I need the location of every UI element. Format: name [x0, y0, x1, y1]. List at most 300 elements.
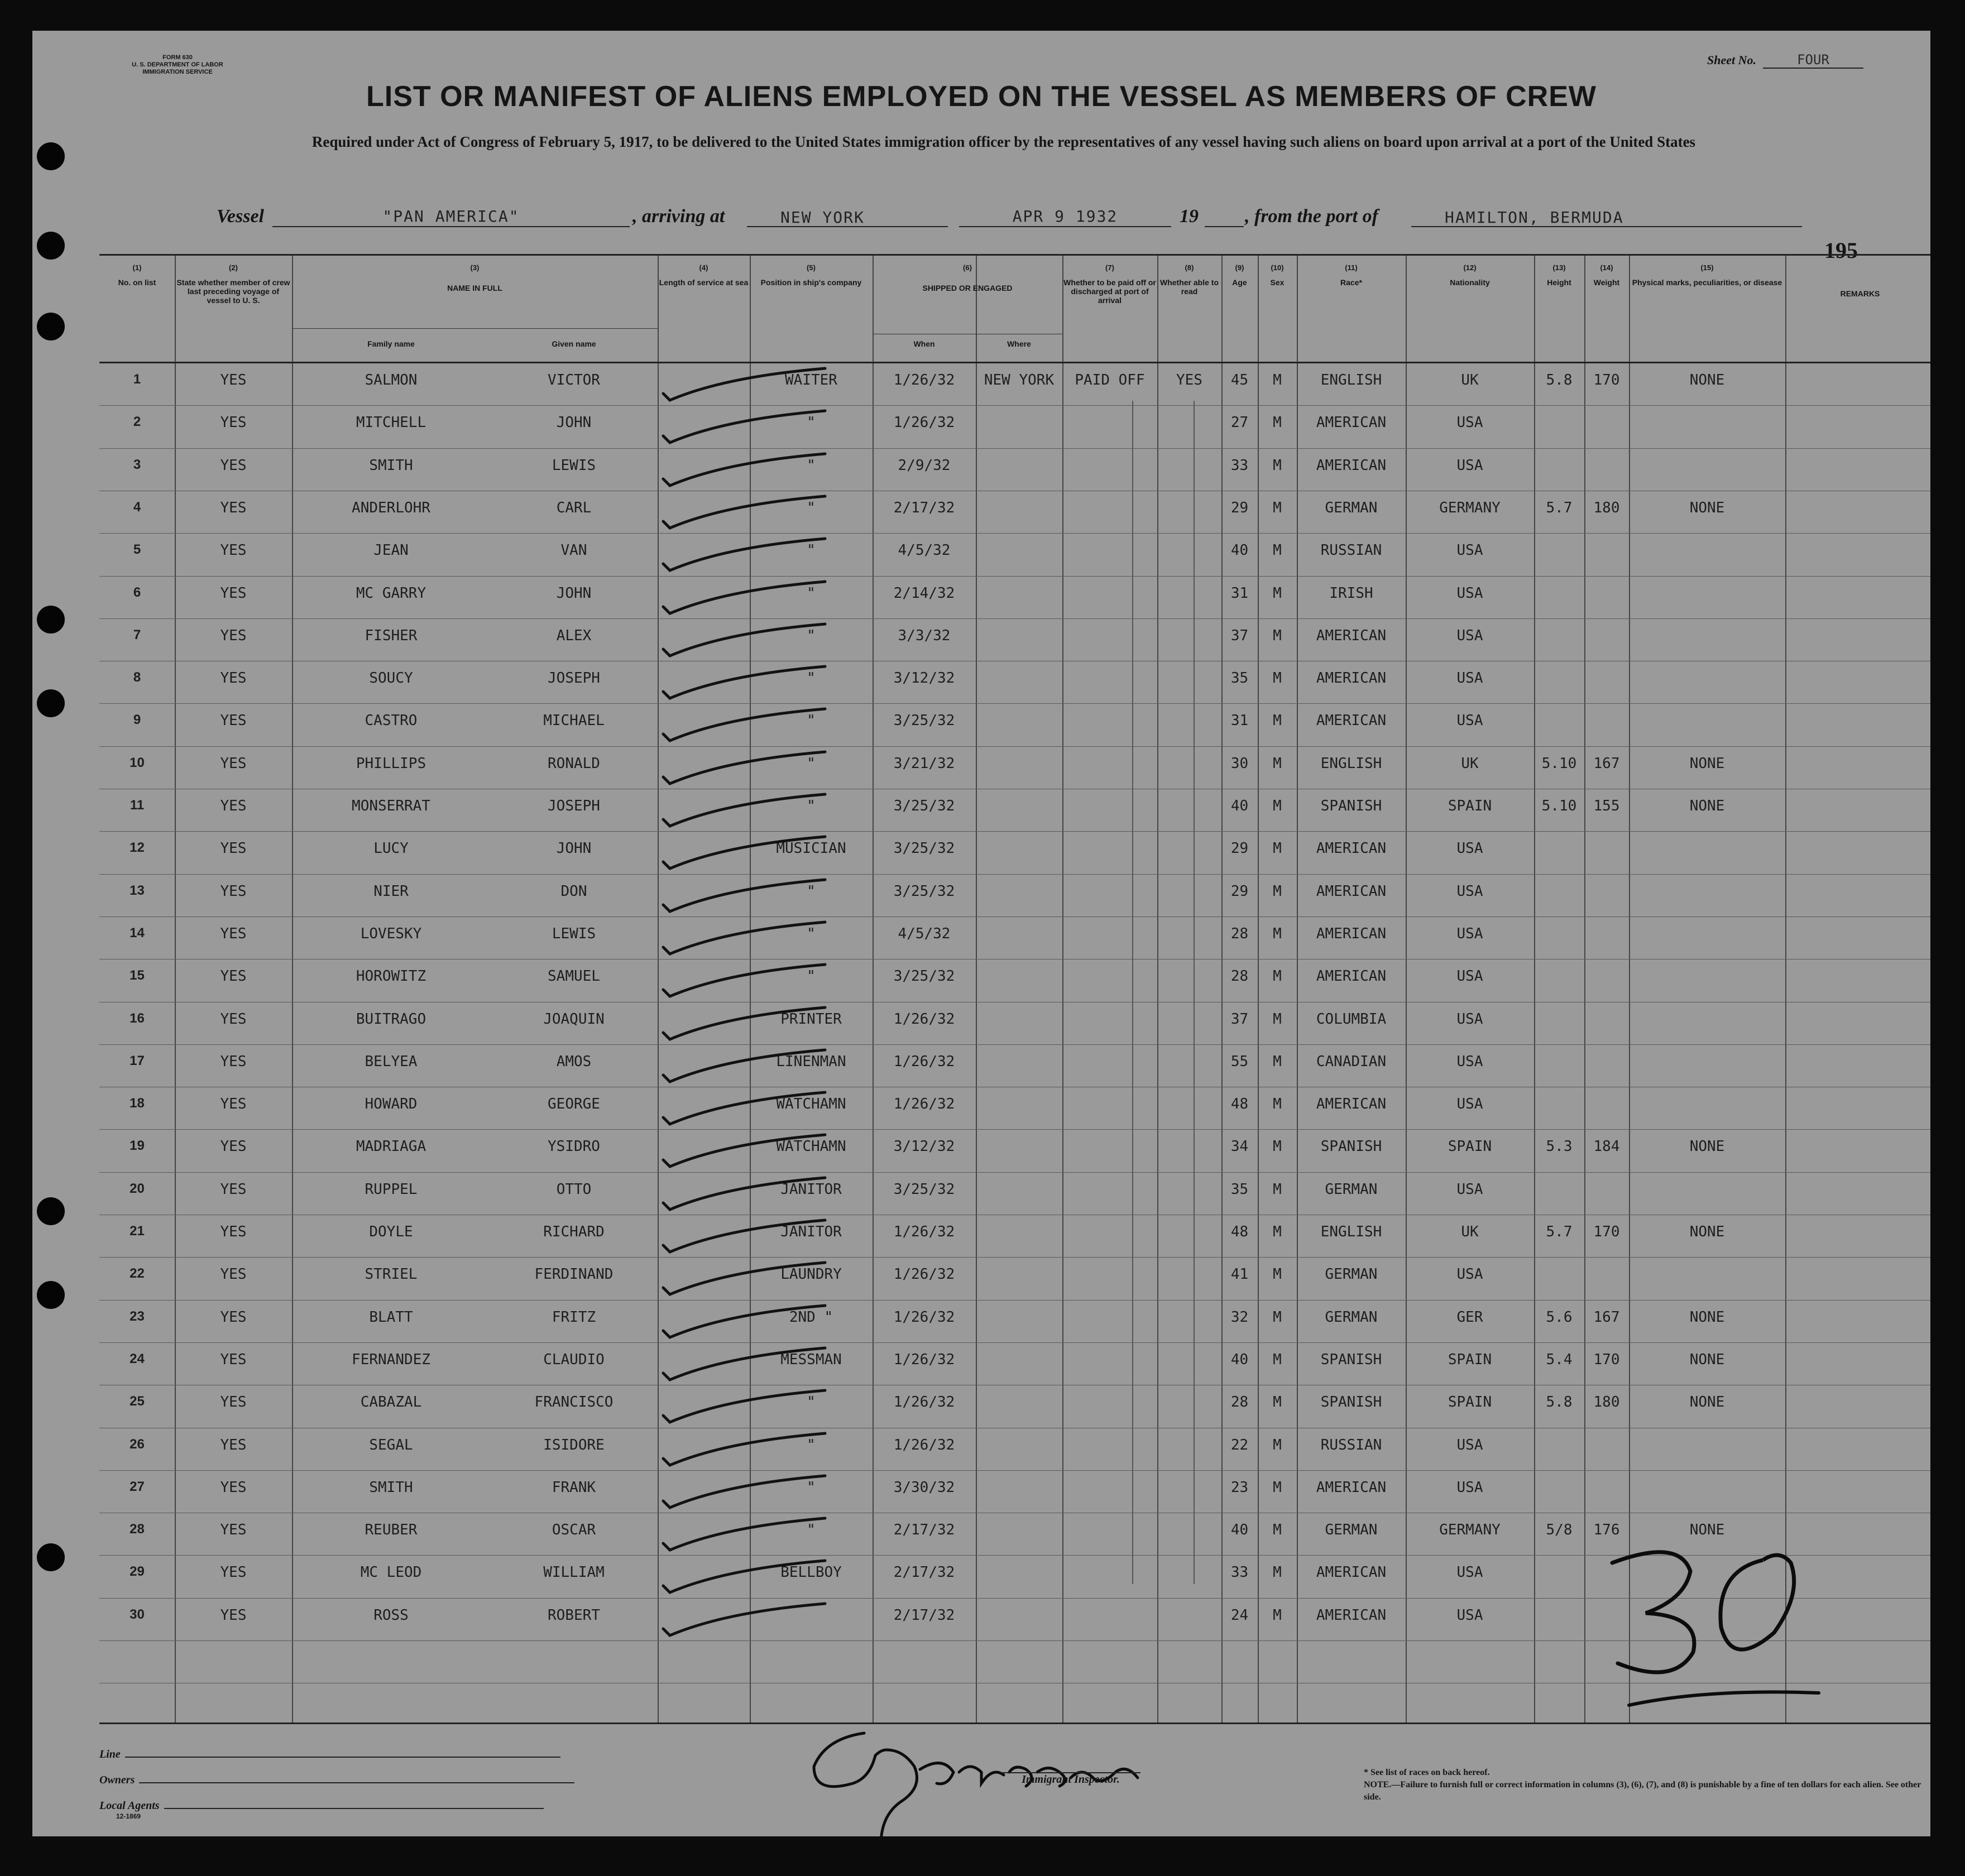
cell-given: FRANK	[552, 1479, 596, 1496]
cell-family: RUPPEL	[365, 1181, 418, 1198]
cell-weight	[1584, 1096, 1629, 1120]
cell-height	[1534, 1564, 1584, 1589]
cell-age: 37	[1230, 1010, 1249, 1028]
cell-no: 28	[130, 1522, 145, 1537]
cell-read	[1157, 1224, 1221, 1248]
cell-height	[1534, 457, 1584, 482]
header-number: (15)	[1700, 263, 1714, 272]
cell-paid	[1062, 883, 1157, 908]
cell-weight	[1584, 414, 1629, 439]
cell-prev: YES	[220, 457, 247, 474]
cell-family: FERNANDEZ	[352, 1351, 430, 1368]
cell-marks: NONE	[1689, 798, 1725, 814]
cell-no: 25	[130, 1394, 145, 1409]
cell-position: "	[807, 712, 816, 730]
cell-family: LUCY	[373, 840, 409, 857]
cell-age: 33	[1230, 457, 1249, 474]
cell-when: 3/21/32	[893, 755, 955, 772]
cell-position: JANITOR	[780, 1181, 842, 1198]
cell-read	[1157, 457, 1221, 482]
cell-position: 2ND "	[789, 1308, 833, 1326]
cell-height	[1534, 670, 1584, 694]
cell-nat: USA	[1456, 670, 1483, 687]
service-checkmark	[658, 1047, 870, 1086]
header-c8	[1157, 256, 1221, 362]
header-number: (12)	[1463, 263, 1477, 272]
cell-where	[976, 755, 1062, 780]
cell-marks	[1629, 1266, 1785, 1290]
cell-where	[976, 414, 1062, 439]
cell-weight	[1584, 840, 1629, 865]
cell-height	[1534, 1096, 1584, 1120]
cell-prev: YES	[220, 1394, 247, 1411]
cell-height: 5.8	[1546, 372, 1573, 388]
header-number: (10)	[1271, 263, 1284, 272]
cell-nat: SPAIN	[1448, 1351, 1492, 1368]
cell-no: 2	[133, 414, 141, 430]
service-checkmark	[658, 1431, 870, 1470]
cell-marks: NONE	[1689, 1394, 1725, 1411]
cell-when: 3/3/32	[898, 627, 951, 644]
cell-height: 5.3	[1546, 1138, 1573, 1155]
cell-position: "	[807, 627, 816, 644]
header-number: (1)	[132, 263, 142, 272]
cell-where	[976, 1479, 1062, 1504]
cell-prev: YES	[220, 1606, 247, 1624]
cell-height	[1534, 712, 1584, 737]
cell-paid	[1062, 1138, 1157, 1163]
cell-sex: M	[1273, 1138, 1282, 1155]
row-divider	[99, 618, 1930, 619]
cell-position: MESSMAN	[780, 1351, 842, 1368]
cell-read	[1157, 670, 1221, 694]
cell-prev: YES	[220, 1308, 247, 1326]
cell-family: NIER	[373, 882, 409, 900]
cell-read	[1157, 1096, 1221, 1120]
cell-paid	[1062, 1522, 1157, 1546]
cell-weight	[1584, 925, 1629, 950]
cell-when: 3/12/32	[893, 1138, 955, 1155]
service-checkmark	[658, 621, 870, 660]
service-checkmark	[658, 877, 870, 916]
cell-age: 28	[1230, 968, 1249, 985]
cell-sex: M	[1273, 372, 1282, 388]
cell-race: SPANISH	[1320, 1394, 1382, 1411]
header-c7	[1062, 256, 1157, 362]
cell-where	[976, 670, 1062, 694]
header-c14	[1584, 256, 1629, 362]
departure-port: HAMILTON, BERMUDA	[1411, 208, 1802, 227]
service-checkmark	[658, 1090, 870, 1129]
cell-position: "	[807, 499, 816, 516]
cell-family: HOROWITZ	[356, 968, 426, 985]
cell-prev: YES	[220, 1096, 247, 1113]
cell-sex: M	[1273, 1351, 1282, 1368]
header-number: (2)	[229, 263, 238, 272]
cell-position: "	[807, 755, 816, 772]
cell-family: CABAZAL	[360, 1394, 422, 1411]
handwritten-total-30	[1595, 1532, 1835, 1716]
cell-prev: YES	[220, 1479, 247, 1496]
cell-when: 2/17/32	[893, 1522, 955, 1539]
cell-paid: PAID OFF	[1075, 372, 1145, 388]
cell-given: ROBERT	[548, 1606, 600, 1624]
cell-weight	[1584, 1266, 1629, 1290]
cell-race: GERMAN	[1325, 499, 1378, 516]
cell-no: 23	[130, 1308, 145, 1324]
cell-position: WATCHAMN	[776, 1138, 846, 1155]
cell-sex: M	[1273, 457, 1282, 474]
from-port-label: , from the port of	[1245, 206, 1378, 227]
cell-race: AMERICAN	[1316, 1564, 1387, 1581]
cell-sex: M	[1273, 968, 1282, 985]
row-divider	[99, 405, 1930, 406]
cell-age: 28	[1230, 1394, 1249, 1411]
cell-marks	[1629, 1096, 1785, 1120]
cell-weight	[1584, 585, 1629, 610]
cell-age: 35	[1230, 670, 1249, 687]
cell-no: 14	[130, 925, 145, 941]
cell-nat: USA	[1456, 1181, 1483, 1198]
cell-no: 17	[130, 1053, 145, 1068]
service-checkmark	[658, 536, 870, 575]
cell-no: 24	[130, 1351, 145, 1366]
cell-paid	[1062, 755, 1157, 780]
cell-height: 5.7	[1546, 499, 1573, 516]
cell-where	[976, 1138, 1062, 1163]
cell-read	[1157, 414, 1221, 439]
cell-paid	[1062, 670, 1157, 694]
cell-nat: USA	[1456, 882, 1483, 900]
cell-no: 22	[130, 1266, 145, 1282]
cell-sex: M	[1273, 755, 1282, 772]
cell-when: 1/26/32	[893, 1010, 955, 1028]
cell-age: 41	[1230, 1266, 1249, 1283]
cell-race: AMERICAN	[1316, 457, 1387, 474]
cell-read	[1157, 712, 1221, 737]
given-name-header: Given name	[552, 339, 596, 348]
arrival-date: APR 9 1932	[959, 207, 1171, 227]
cell-paid	[1062, 1266, 1157, 1290]
cell-when: 1/26/32	[893, 1394, 955, 1411]
cell-given: LEWIS	[552, 457, 596, 474]
cell-sex: M	[1273, 1564, 1282, 1581]
cell-height: 5/8	[1546, 1522, 1573, 1539]
cell-height	[1534, 627, 1584, 652]
cell-where	[976, 1266, 1062, 1290]
cell-family: MITCHELL	[356, 414, 426, 431]
cell-when: 1/26/32	[893, 1266, 955, 1283]
service-checkmark	[658, 791, 870, 831]
cell-family: HOWARD	[365, 1096, 418, 1113]
cell-paid	[1062, 500, 1157, 524]
cell-when: 1/26/32	[893, 1436, 955, 1453]
cell-given: ISIDORE	[543, 1436, 605, 1453]
cell-given: YSIDRO	[548, 1138, 600, 1155]
cell-where	[976, 840, 1062, 865]
binder-hole	[37, 313, 65, 340]
cell-weight: 184	[1593, 1138, 1620, 1155]
family-name-header: Family name	[367, 339, 415, 348]
binder-hole	[37, 232, 65, 260]
year-label: 19	[1180, 206, 1199, 227]
cell-prev: YES	[220, 1436, 247, 1453]
cell-weight: 180	[1593, 1394, 1620, 1411]
row-divider	[99, 576, 1930, 577]
cell-race: AMERICAN	[1316, 1606, 1387, 1624]
cell-paid	[1062, 1351, 1157, 1376]
cell-read	[1157, 925, 1221, 950]
cell-family: ANDERLOHR	[352, 499, 430, 516]
cell-when: 3/12/32	[893, 670, 955, 687]
header-number: (7)	[1105, 263, 1114, 272]
cell-family: LOVESKY	[360, 925, 422, 942]
cell-position: PRINTER	[780, 1010, 842, 1028]
cell-where	[976, 1351, 1062, 1376]
cell-height	[1534, 542, 1584, 567]
cell-where	[976, 1309, 1062, 1333]
header-number: (3)	[470, 263, 480, 272]
cell-nat: USA	[1456, 584, 1483, 602]
cell-family: BLATT	[369, 1308, 413, 1326]
cell-paid	[1062, 585, 1157, 610]
cell-marks	[1629, 840, 1785, 865]
cell-weight: 176	[1593, 1522, 1620, 1539]
cell-sex: M	[1273, 1394, 1282, 1411]
cell-where	[976, 712, 1062, 737]
cell-given: OTTO	[556, 1181, 592, 1198]
cell-race: COLUMBIA	[1316, 1010, 1387, 1028]
cell-sex: M	[1273, 1606, 1282, 1624]
cell-when: 2/17/32	[893, 1564, 955, 1581]
cell-no: 18	[130, 1096, 145, 1111]
cell-given: DON	[560, 882, 587, 900]
header-number: (11)	[1345, 263, 1358, 272]
cell-no: 5	[133, 542, 141, 558]
cell-read	[1157, 1181, 1221, 1206]
cell-race: AMERICAN	[1316, 670, 1387, 687]
cell-sex: M	[1273, 414, 1282, 431]
cell-height	[1534, 1607, 1584, 1632]
cell-family: CASTRO	[365, 712, 418, 730]
cell-no: 21	[130, 1224, 145, 1239]
cell-where	[976, 542, 1062, 567]
cell-race: SPANISH	[1320, 798, 1382, 814]
cell-paid	[1062, 627, 1157, 652]
cell-prev: YES	[220, 584, 247, 602]
cell-prev: YES	[220, 670, 247, 687]
cell-paid	[1062, 414, 1157, 439]
cell-sex: M	[1273, 925, 1282, 942]
header-label: NAME IN FULL	[447, 284, 502, 292]
service-checkmark	[658, 1515, 870, 1554]
cell-nat: USA	[1456, 968, 1483, 985]
immigrant-inspector-label: Immigrant Inspector.	[1001, 1772, 1140, 1786]
cell-race: AMERICAN	[1316, 968, 1387, 985]
cell-marks	[1629, 585, 1785, 610]
cell-where	[976, 1011, 1062, 1035]
cell-age: 34	[1230, 1138, 1249, 1155]
header-c1	[99, 256, 175, 362]
binder-hole	[37, 1543, 65, 1571]
cell-nat: USA	[1456, 1564, 1483, 1581]
header-number: (5)	[807, 263, 816, 272]
cell-paid	[1062, 712, 1157, 737]
header-c10	[1258, 256, 1297, 362]
service-checkmark	[658, 1303, 870, 1342]
cell-when: 1/26/32	[893, 1096, 955, 1113]
cell-sex: M	[1273, 1479, 1282, 1496]
cell-where	[976, 1181, 1062, 1206]
cell-when: 2/17/32	[893, 1606, 955, 1624]
cell-prev: YES	[220, 1351, 247, 1368]
cell-sex: M	[1273, 627, 1282, 644]
cell-no: 16	[130, 1010, 145, 1026]
cell-given: CARL	[556, 499, 592, 516]
cell-age: 31	[1230, 584, 1249, 602]
cell-position: "	[807, 1436, 816, 1453]
header-c5	[750, 256, 873, 362]
cell-marks	[1629, 627, 1785, 652]
cell-sex: M	[1273, 1096, 1282, 1113]
cell-read	[1157, 1522, 1221, 1546]
manifest-title: LIST OR MANIFEST OF ALIENS EMPLOYED ON THE VESSEL AS MEMBERS OF CREW	[366, 80, 1597, 113]
cell-no: 3	[133, 457, 141, 472]
cell-weight	[1584, 457, 1629, 482]
cell-when: 3/25/32	[893, 968, 955, 985]
header-label: Weight	[1593, 278, 1620, 287]
cell-prev: YES	[220, 840, 247, 857]
cell-position: "	[807, 457, 816, 474]
cell-when: 3/25/32	[893, 840, 955, 857]
cell-race: ENGLISH	[1320, 1224, 1382, 1240]
cell-age: 29	[1230, 499, 1249, 516]
cell-prev: YES	[220, 1010, 247, 1028]
header-label: Position in ship's company	[760, 278, 862, 287]
cell-weight	[1584, 1011, 1629, 1035]
cell-position: "	[807, 670, 816, 687]
row-divider	[99, 746, 1930, 747]
cell-where	[976, 968, 1062, 992]
cell-height	[1534, 840, 1584, 865]
header-number: (8)	[1185, 263, 1194, 272]
cell-prev: YES	[220, 755, 247, 772]
cell-marks: NONE	[1689, 499, 1725, 516]
cell-position: "	[807, 1522, 816, 1539]
cell-weight	[1584, 1181, 1629, 1206]
cell-given: ALEX	[556, 627, 592, 644]
service-checkmark	[658, 1132, 870, 1171]
cell-family: MC GARRY	[356, 584, 426, 602]
arrival-port: NEW YORK	[747, 208, 948, 227]
cell-paid	[1062, 1181, 1157, 1206]
service-checkmark	[658, 664, 870, 703]
cell-height	[1534, 1053, 1584, 1078]
cell-no: 27	[130, 1479, 145, 1494]
cell-age: 28	[1230, 925, 1249, 942]
cell-age: 37	[1230, 627, 1249, 644]
binder-hole	[37, 1197, 65, 1225]
cell-where	[976, 1564, 1062, 1589]
cell-paid	[1062, 457, 1157, 482]
cell-read	[1157, 798, 1221, 822]
cell-given: JOSEPH	[548, 798, 600, 814]
cell-age: 40	[1230, 798, 1249, 814]
cell-weight	[1584, 712, 1629, 737]
header-number: (4)	[699, 263, 708, 272]
cell-where	[976, 1607, 1062, 1632]
cell-nat: GER	[1456, 1308, 1483, 1326]
cell-marks: NONE	[1689, 755, 1725, 772]
header-label: Whether to be paid off or discharged at port of arrival	[1063, 278, 1156, 305]
cell-no: 4	[133, 499, 141, 515]
cell-sex: M	[1273, 670, 1282, 687]
cell-sex: M	[1273, 1308, 1282, 1326]
cell-position: WATCHAMN	[776, 1096, 846, 1113]
cell-family: SMITH	[369, 1479, 413, 1496]
cell-family: FISHER	[365, 627, 418, 644]
cell-prev: YES	[220, 1138, 247, 1155]
cell-race: ENGLISH	[1320, 755, 1382, 772]
cell-age: 27	[1230, 414, 1249, 431]
header-bottom-line	[99, 362, 1930, 363]
cell-where	[976, 1096, 1062, 1120]
cell-paid	[1062, 798, 1157, 822]
where-header: Where	[1007, 339, 1031, 348]
manifest-subtitle: Required under Act of Congress of February 5, 1917, to be delivered to the United States immigration officer by the representatives of any vessel having such aliens on board upon arrival at a port of the United States	[311, 133, 1696, 150]
cell-height	[1534, 585, 1584, 610]
service-checkmark	[658, 1345, 870, 1384]
cell-given: JOHN	[556, 584, 592, 602]
cell-paid	[1062, 1309, 1157, 1333]
line-field: Line	[99, 1745, 560, 1761]
cell-no: 6	[133, 584, 141, 600]
cell-read	[1157, 1053, 1221, 1078]
cell-no: 15	[130, 968, 145, 983]
cell-prev: YES	[220, 1266, 247, 1283]
cell-age: 33	[1230, 1564, 1249, 1581]
cell-position: LAUNDRY	[780, 1266, 842, 1283]
row-divider	[99, 831, 1930, 832]
cell-family: SEGAL	[369, 1436, 413, 1453]
header-label: Sex	[1270, 278, 1285, 287]
cell-no: 13	[130, 882, 145, 898]
header-label: Nationality	[1450, 278, 1490, 287]
cell-race: CANADIAN	[1316, 1053, 1387, 1070]
header-c15	[1629, 256, 1785, 362]
service-checkmark	[658, 962, 870, 1001]
cell-family: DOYLE	[369, 1224, 413, 1240]
header-label: State whether member of crew last preceding voyage of vessel to U. S.	[176, 278, 290, 305]
header-c13	[1534, 256, 1584, 362]
cell-no: 19	[130, 1138, 145, 1154]
header-label: Height	[1547, 278, 1571, 287]
cell-no: 10	[130, 755, 145, 770]
column-divider	[1785, 256, 1786, 1723]
cell-height: 5.6	[1546, 1308, 1573, 1326]
cell-sex: M	[1273, 1522, 1282, 1539]
cell-read: YES	[1176, 372, 1202, 388]
header-number: (14)	[1600, 263, 1613, 272]
cell-height: 5.10	[1541, 755, 1577, 772]
cell-where	[976, 1224, 1062, 1248]
cell-family: ROSS	[373, 1606, 409, 1624]
header-c2	[175, 256, 292, 362]
cell-nat: USA	[1456, 627, 1483, 644]
row-divider	[99, 533, 1930, 534]
cell-read	[1157, 1138, 1221, 1163]
service-checkmark	[658, 834, 870, 873]
